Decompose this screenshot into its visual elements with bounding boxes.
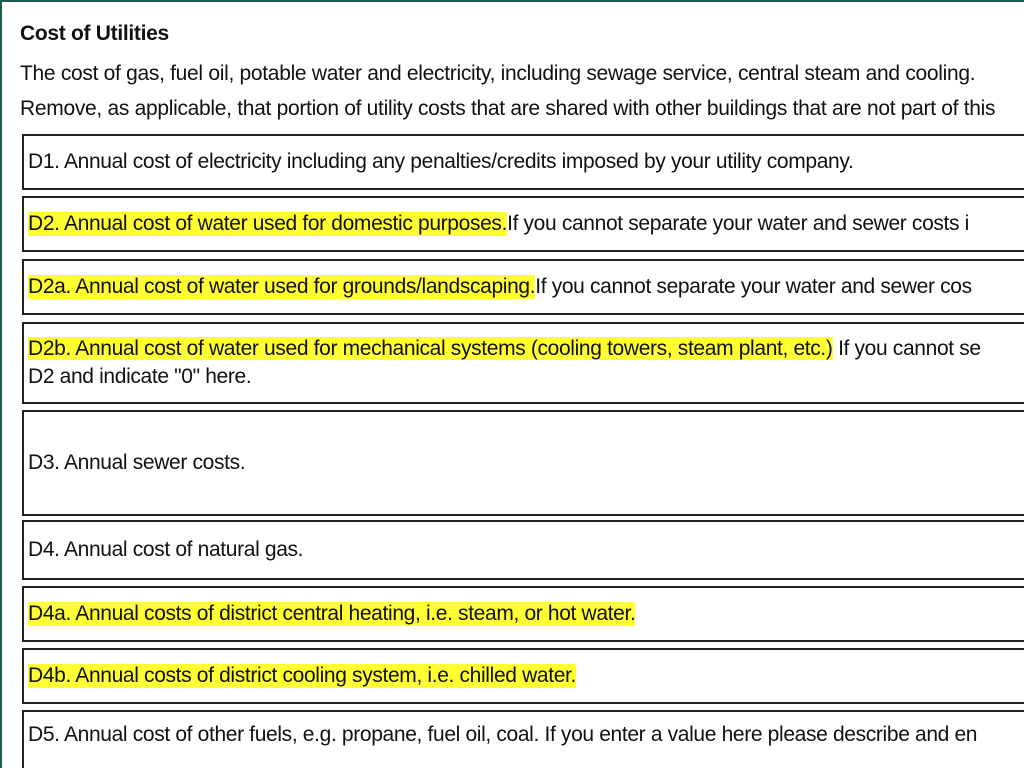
row-text-line-2: D2 and indicate "0" here. bbox=[28, 365, 252, 388]
row-text: If you cannot se bbox=[832, 337, 981, 360]
row-content bbox=[28, 650, 1024, 702]
utility-row-d5 bbox=[22, 710, 1024, 768]
row-content bbox=[28, 412, 1024, 514]
utility-row-d2a bbox=[22, 259, 1024, 315]
utility-row-d4 bbox=[22, 520, 1024, 580]
utility-row-d1 bbox=[22, 134, 1024, 190]
row-highlight: D4b. Annual costs of district cooling system, i.e. chilled water. bbox=[28, 664, 577, 687]
row-text: If you cannot separate your water and sewer costs i bbox=[507, 212, 969, 235]
row-highlight: D2a. Annual cost of water used for grounds/landscaping. bbox=[28, 275, 536, 298]
row-highlight: D2. Annual cost of water used for domestic purposes. bbox=[28, 212, 508, 235]
row-highlight: D4a. Annual costs of district central heating, i.e. steam, or hot water. bbox=[28, 602, 636, 625]
row-content bbox=[28, 324, 1024, 402]
row-content bbox=[28, 136, 1024, 188]
row-content bbox=[28, 522, 1024, 578]
row-content bbox=[28, 198, 1024, 250]
row-text: If you cannot separate your water and sewer cos bbox=[535, 275, 972, 298]
row-text: D4. Annual cost of natural gas. bbox=[28, 538, 304, 561]
utility-row-d2b bbox=[22, 322, 1024, 404]
utility-row-d4b bbox=[22, 648, 1024, 704]
row-text: D3. Annual sewer costs. bbox=[28, 451, 246, 474]
row-text: D1. Annual cost of electricity including any penalties/credits imposed by your utility company. bbox=[28, 150, 854, 173]
row-content bbox=[28, 261, 1024, 313]
utility-row-d4a bbox=[22, 586, 1024, 642]
row-content bbox=[28, 588, 1024, 640]
utility-row-d2 bbox=[22, 196, 1024, 252]
row-text: D5. Annual cost of other fuels, e.g. propane, fuel oil, coal. If you enter a value here please describe and en bbox=[28, 723, 978, 746]
page-title: Cost of Utilities bbox=[20, 22, 169, 45]
utility-row-d3 bbox=[22, 410, 1024, 516]
intro-line-2: Remove, as applicable, that portion of utility costs that are shared with other buildings that are not part of this bbox=[20, 97, 996, 120]
row-content bbox=[28, 712, 1024, 768]
intro-line-1: The cost of gas, fuel oil, potable water and electricity, including sewage service, central steam and cooling. bbox=[20, 62, 976, 85]
row-highlight: D2b. Annual cost of water used for mechanical systems (cooling towers, steam plant, etc.) bbox=[28, 337, 833, 360]
